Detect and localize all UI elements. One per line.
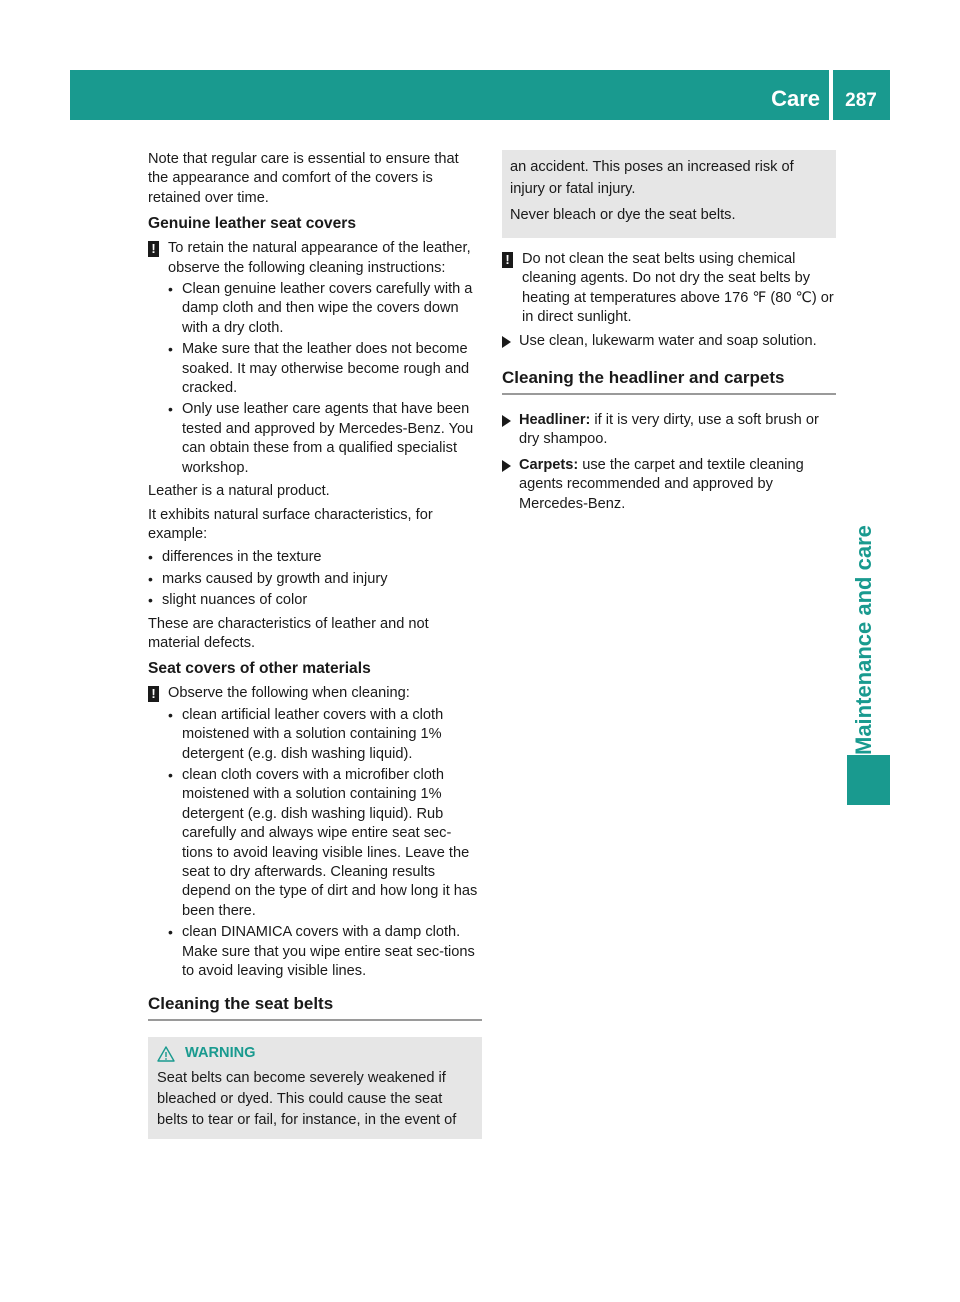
- step-item: Headliner: if it is very dirty, use a soft brush or dry shampoo.: [502, 411, 836, 450]
- left-column: [148, 150, 482, 1139]
- warning-text: Seat belts can become severely weakened if bleached or dyed. This could cause the seat belts to tear or fail, for instance, in the event of: [157, 1070, 457, 1129]
- list-item: • slight nuances of color: [148, 591, 482, 610]
- list-item: • clean DINAMICA covers with a damp cloth. Make sure that you wipe entire seat sec-tions to avoid leaving visible lines.: [168, 924, 475, 980]
- list-item: • Only use leather care agents that have been tested and approved by Mercedes-Benz. You can obtain these from a qualified specialist workshop.: [168, 401, 474, 476]
- list-item: • differences in the texture: [148, 548, 482, 567]
- arrow-right-icon: [502, 460, 511, 472]
- genuine-bullet-list: [148, 280, 482, 478]
- other-materials-heading: Seat covers of other materials: [148, 660, 371, 678]
- belts-step-list: [502, 332, 836, 351]
- other-notice-text: Observe the following when cleaning:: [168, 685, 410, 702]
- warning-title: WARNING: [157, 1043, 474, 1064]
- headliner-step-list: [502, 411, 836, 514]
- belts-notice: [502, 250, 836, 328]
- characteristics-bullet-list: [148, 548, 482, 610]
- side-tab-label: Maintenance and care: [851, 525, 876, 755]
- header-divider: [829, 70, 833, 120]
- bullet-icon: •: [168, 401, 173, 418]
- list-item: • clean artificial leather covers with a cloth moistened with a solution containing 1% detergent (e.g. dish washing liquid).: [168, 706, 444, 762]
- characteristics-note: These are characteristics of leather and not material defects.: [148, 615, 429, 651]
- exclamation-icon: !: [148, 241, 159, 257]
- other-bullet-list: [148, 706, 482, 982]
- genuine-notice: [148, 239, 482, 278]
- side-tab-block: [847, 755, 890, 805]
- section-title: Care: [771, 86, 820, 111]
- bullet-icon: •: [168, 706, 173, 723]
- bullet-icon: •: [148, 592, 153, 609]
- genuine-notice-text: To retain the natural appearance of the leather, observe the following cleaning instructions:: [168, 240, 471, 276]
- warning-box-continued: [502, 150, 836, 238]
- list-item: • marks caused by growth and injury: [148, 570, 482, 589]
- genuine-leather-heading: Genuine leather seat covers: [148, 215, 357, 233]
- warning-continued-text: an accident. This poses an increased risk of injury or fatal injury.: [510, 159, 794, 197]
- belts-notice-text: Do not clean the seat belts using chemical cleaning agents. Do not dry the seat belts by heating at temperatures above 176 ℉ (80 ℃) or in direct sunlight.: [522, 251, 834, 326]
- step-item: Use clean, lukewarm water and soap solution.: [502, 332, 836, 351]
- exclamation-icon: !: [148, 686, 159, 702]
- seat-belts-heading: Cleaning the seat belts: [148, 993, 482, 1021]
- bullet-icon: •: [148, 549, 153, 566]
- bullet-icon: •: [148, 570, 153, 587]
- header-bar: [70, 70, 890, 120]
- arrow-right-icon: [502, 415, 511, 427]
- step-item: Carpets: use the carpet and textile cleaning agents recommended and approved by Mercedes-Benz.: [502, 456, 836, 514]
- bullet-icon: •: [168, 766, 173, 783]
- list-item: • Make sure that the leather does not become soaked. It may otherwise become rough and cracked.: [168, 341, 470, 397]
- list-item: • clean cloth covers with a microfiber cloth moistened with a solution containing 1% detergent (e.g. dish washing liquid). Rub carefully and always wipe entire seat sec-tions to avoid leaving visible lines. Leave the seat to dry afterwards. Cleaning results depend on the type of dirt and how long it has been there.: [168, 766, 478, 919]
- list-item: • Clean genuine leather covers carefully with a damp cloth and then wipe the covers down with a dry cloth.: [168, 281, 473, 336]
- intro-text: Note that regular care is essential to ensure that the appearance and comfort of the covers is retained over time.: [148, 151, 459, 206]
- other-notice: [148, 684, 482, 703]
- warning-instruction: Never bleach or dye the seat belts.: [510, 207, 736, 223]
- warning-triangle-icon: [157, 1046, 175, 1062]
- leather-characteristics-text: It exhibits natural surface characteristics, for example:: [148, 506, 433, 542]
- leather-natural-text: Leather is a natural product.: [148, 483, 330, 500]
- page-number: 287: [845, 90, 877, 111]
- bullet-icon: •: [168, 341, 173, 358]
- headliner-carpets-heading: Cleaning the headliner and carpets: [502, 367, 836, 395]
- right-column: [502, 150, 836, 520]
- warning-box: [148, 1037, 482, 1139]
- exclamation-icon: !: [502, 252, 513, 268]
- arrow-right-icon: [502, 336, 511, 348]
- bullet-icon: •: [168, 924, 173, 941]
- bullet-icon: •: [168, 281, 173, 298]
